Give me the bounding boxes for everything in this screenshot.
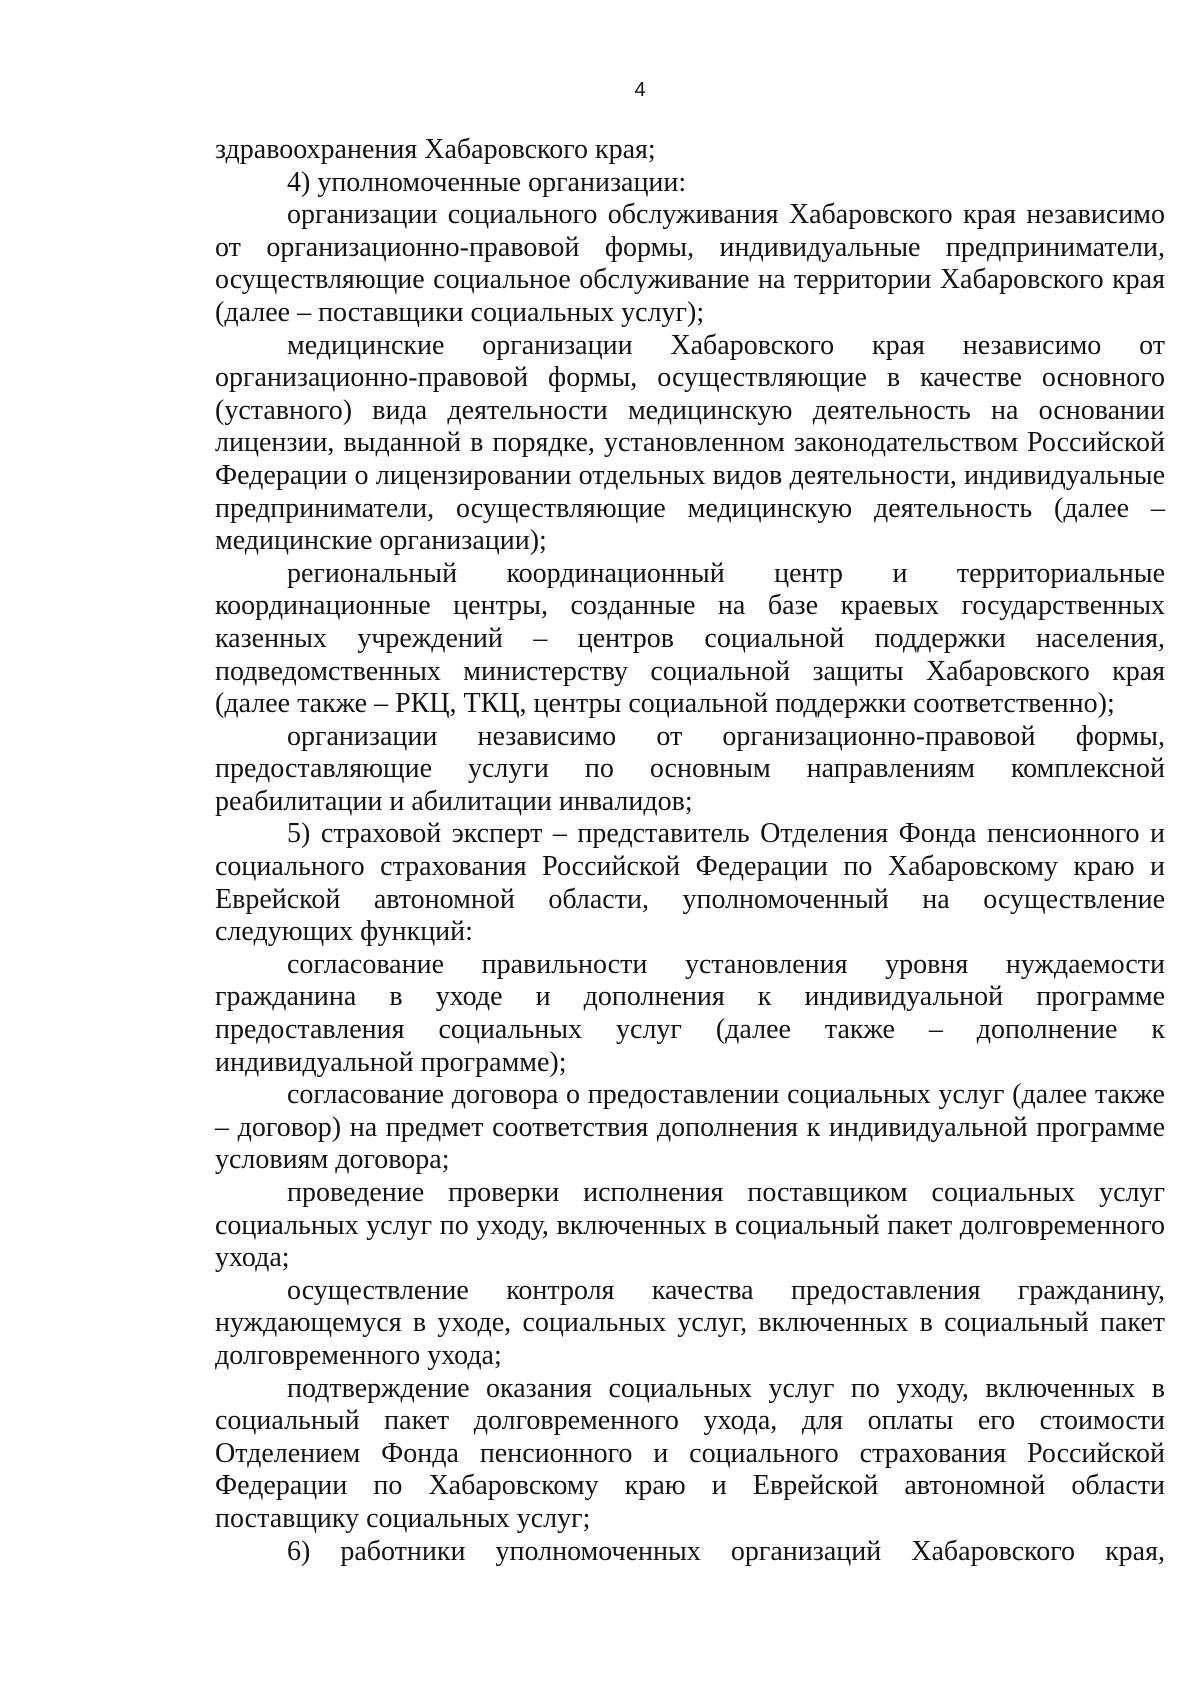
paragraph-rehabilitation-organizations: организации независимо от организационно-правовой формы, предоставляющие услуги по основным направлениям комплексной реабилитации и абилитации инвалидов;: [215, 720, 1165, 817]
paragraph-social-service-organizations: организации социального обслуживания Хабаровского края независимо от организационно-правовой формы, индивидуальные предприниматели, осуществляющие социальное обслуживание на территории Хабаровского края (далее – поставщики социальных услуг);: [215, 199, 1165, 328]
paragraph-function-contract-approval: согласование договора о предоставлении социальных услуг (далее также – договор) на предмет соответствия дополнения к индивидуальной программе условиям договора;: [215, 1079, 1165, 1176]
paragraph-function-payment-confirmation: подтверждение оказания социальных услуг по уходу, включенных в социальный пакет долговременного ухода, для оплаты его стоимости Отделением Фонда пенсионного и социального страхования Российской Федерации по Хабаровскому краю и Еврейской автономной области поставщику социальных услуг;: [215, 1372, 1165, 1534]
paragraph-coordination-centers: региональный координационный центр и территориальные координационные центры, созданные на базе краевых государственных казенных учреждений – центров социальной поддержки населения, подведомственных министерству социальной защиты Хабаровского края (далее также – РКЦ, ТКЦ, центры социальной поддержки соответственно);: [215, 557, 1165, 720]
paragraph-continuation: здравоохранения Хабаровского края;: [215, 134, 656, 165]
paragraph-item-4-heading: 4) уполномоченные организации:: [287, 166, 687, 198]
paragraph-function-needs-approval: согласование правильности установления уровня нуждаемости гражданина в уходе и дополнения к индивидуальной программе предоставления социальных услуг (далее также – дополнение к индивидуальной программе);: [215, 948, 1165, 1078]
page-number: 4: [634, 79, 646, 101]
paragraph-function-execution-check: проведение проверки исполнения поставщиком социальных услуг социальных услуг по уходу, включенных в социальный пакет долговременного ухода;: [215, 1177, 1165, 1274]
document-body: [215, 134, 1165, 1568]
paragraph-function-quality-control: осуществление контроля качества предоставления гражданину, нуждающемуся в уходе, социальных услуг, включенных в социальный пакет долговременного ухода;: [215, 1274, 1165, 1371]
paragraph-medical-organizations: медицинские организации Хабаровского края независимо от организационно-правовой формы, осуществляющие в качестве основного (уставного) вида деятельности медицинскую деятельность на основании лицензии, выданной в порядке, установленном законодательством Российской Федерации о лицензировании отдельных видов деятельности, индивидуальные предприниматели, осуществляющие медицинскую деятельность (далее – медицинские организации);: [215, 329, 1165, 557]
paragraph-item-5-insurance-expert: 5) страховой эксперт – представитель Отделения Фонда пенсионного и социального страхования Российской Федерации по Хабаровскому краю и Еврейской автономной области, уполномоченный на осуществление следующих функций:: [215, 818, 1165, 948]
paragraph-item-6-workers: 6) работники уполномоченных организаций Хабаровского края,: [287, 1535, 1165, 1567]
